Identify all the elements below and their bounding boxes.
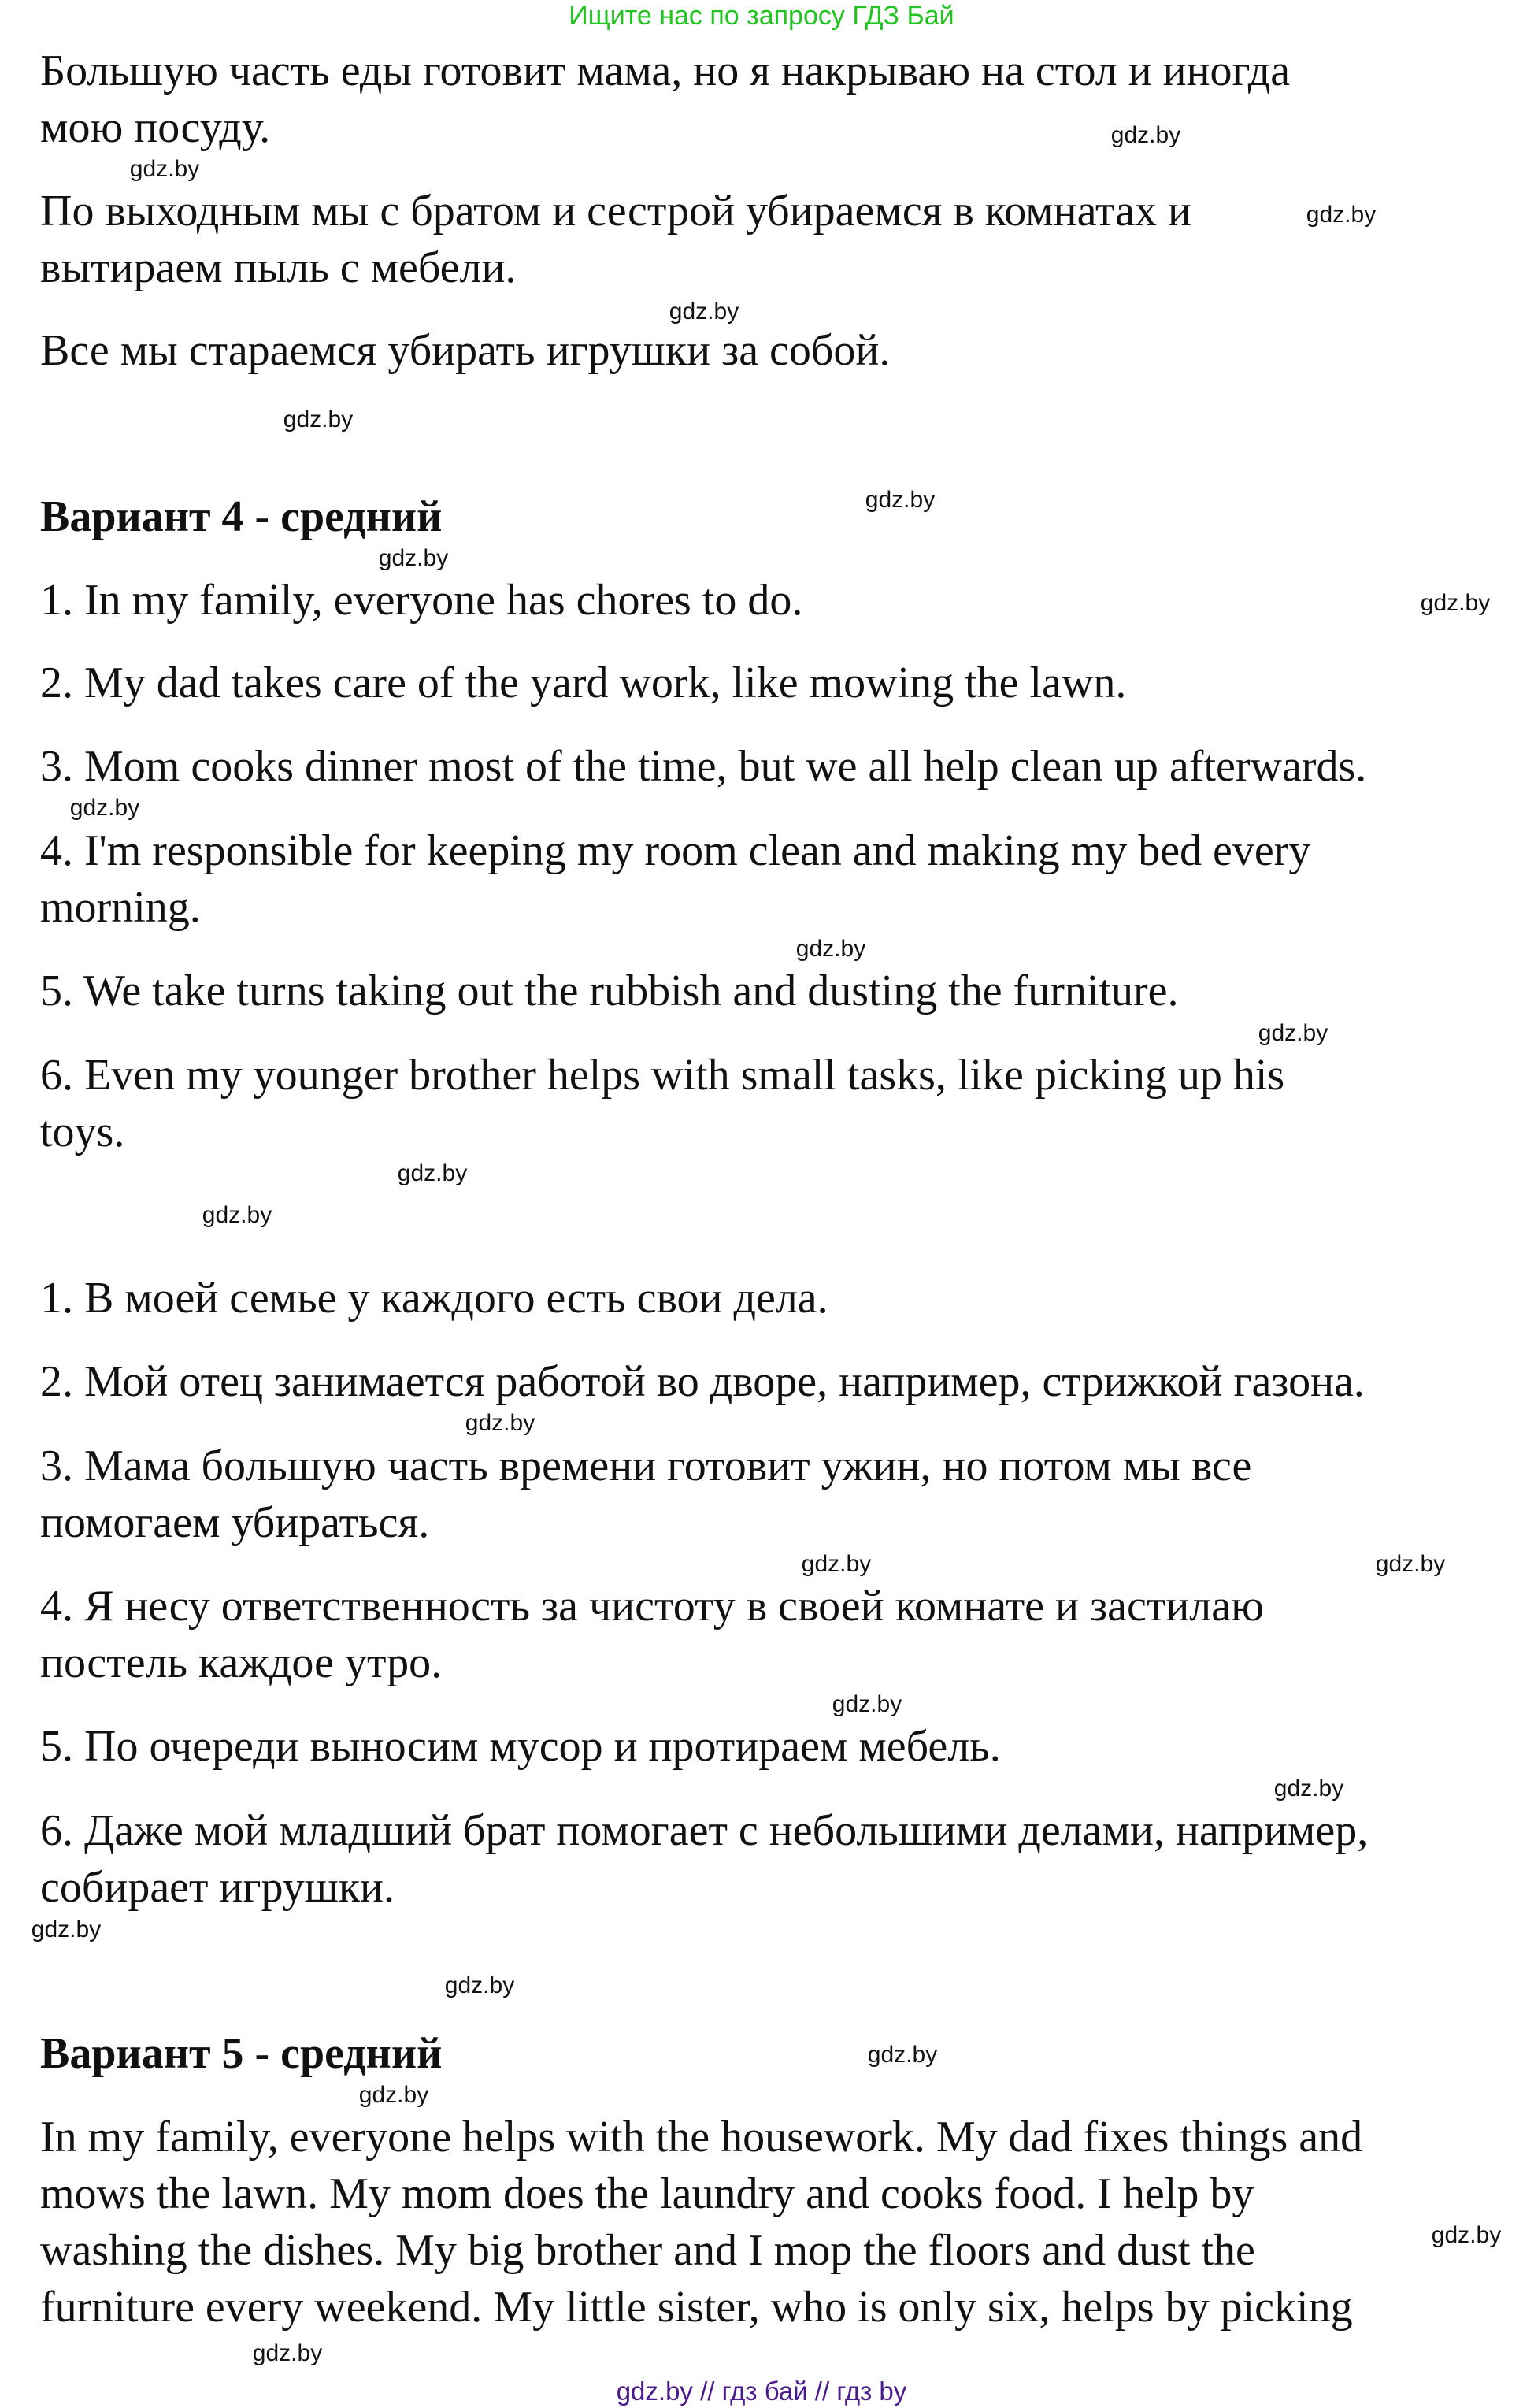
paragraph-line: furniture every weekend. My little sister, who is only six, helps by picking: [40, 2283, 1353, 2332]
russian-line: помогаем убираться.: [40, 1498, 430, 1547]
english-line: 3. Mom cooks dinner most of the time, but we all help clean up afterwards.: [40, 742, 1367, 791]
watermark: gdz.by: [69, 795, 140, 821]
text-line: Большую часть еды готовит мама, но я накрываю на стол и иногда: [40, 46, 1291, 95]
watermark: gdz.by: [378, 545, 449, 571]
watermark: gdz.by: [1110, 122, 1181, 148]
paragraph-line: washing the dishes. My big brother and I mop the floors and dust the: [40, 2226, 1255, 2275]
watermark: gdz.by: [1431, 2222, 1502, 2248]
watermark: gdz.by: [358, 2082, 429, 2108]
russian-line: 1. В моей семье у каждого есть свои дела.: [40, 1274, 828, 1323]
watermark: gdz.by: [1306, 202, 1377, 228]
english-line: 5. We take turns taking out the rubbish and dusting the furniture.: [40, 967, 1179, 1015]
english-line: 2. My dad takes care of the yard work, like mowing the lawn.: [40, 659, 1127, 707]
english-line: 4. I'm responsible for keeping my room clean and making my bed every: [40, 826, 1311, 875]
russian-line: собирает игрушки.: [40, 1863, 395, 1912]
watermark: gdz.by: [865, 487, 936, 513]
watermark: gdz.by: [283, 406, 354, 432]
watermark: gdz.by: [832, 1691, 902, 1717]
russian-line: 6. Даже мой младший брат помогает с небольшими делами, например,: [40, 1806, 1369, 1855]
english-line: toys.: [40, 1108, 125, 1156]
watermark: gdz.by: [669, 299, 739, 325]
watermark: gdz.by: [202, 1202, 272, 1228]
text-line: вытираем пыль с мебели.: [40, 243, 517, 292]
english-line: 6. Even my younger brother helps with small tasks, like picking up his: [40, 1051, 1285, 1100]
watermark: gdz.by: [444, 1972, 515, 1998]
text-line: Все мы стараемся убирать игрушки за собой.: [40, 326, 891, 375]
watermark: gdz.by: [252, 2340, 323, 2366]
paragraph-line: mows the lawn. My mom does the laundry and cooks food. I help by: [40, 2169, 1254, 2218]
russian-line: 5. По очереди выносим мусор и протираем мебель.: [40, 1722, 1001, 1771]
watermark: gdz.by: [465, 1410, 535, 1436]
watermark: gdz.by: [1258, 1020, 1328, 1046]
russian-line: постель каждое утро.: [40, 1638, 443, 1687]
footer-links: gdz.by // гдз бай // гдз by: [616, 2376, 907, 2406]
russian-line: 2. Мой отец занимается работой во дворе, например, стрижкой газона.: [40, 1357, 1365, 1406]
search-hint-banner: Ищите нас по запросу ГДЗ Бай: [569, 1, 954, 31]
watermark: gdz.by: [801, 1551, 872, 1577]
watermark: gdz.by: [1273, 1775, 1344, 1801]
watermark: gdz.by: [1420, 590, 1491, 616]
watermark: gdz.by: [129, 156, 200, 182]
watermark: gdz.by: [867, 2042, 938, 2068]
russian-line: 3. Мама большую часть времени готовит ужин, но потом мы все: [40, 1441, 1252, 1490]
russian-line: 4. Я несу ответственность за чистоту в своей комнате и застилаю: [40, 1582, 1264, 1631]
watermark: gdz.by: [1375, 1551, 1446, 1577]
text-line: мою посуду.: [40, 103, 271, 152]
paragraph-line: In my family, everyone helps with the housework. My dad fixes things and: [40, 2113, 1363, 2161]
english-line: morning.: [40, 883, 201, 932]
watermark: gdz.by: [795, 936, 866, 962]
watermark: gdz.by: [31, 1916, 102, 1942]
english-line: 1. In my family, everyone has chores to do.: [40, 576, 803, 625]
watermark: gdz.by: [397, 1160, 468, 1186]
variant-5-heading: Вариант 5 - средний: [40, 2029, 443, 2078]
variant-4-heading: Вариант 4 - средний: [40, 492, 443, 541]
text-line: По выходным мы с братом и сестрой убираемся в комнатах и: [40, 187, 1191, 236]
